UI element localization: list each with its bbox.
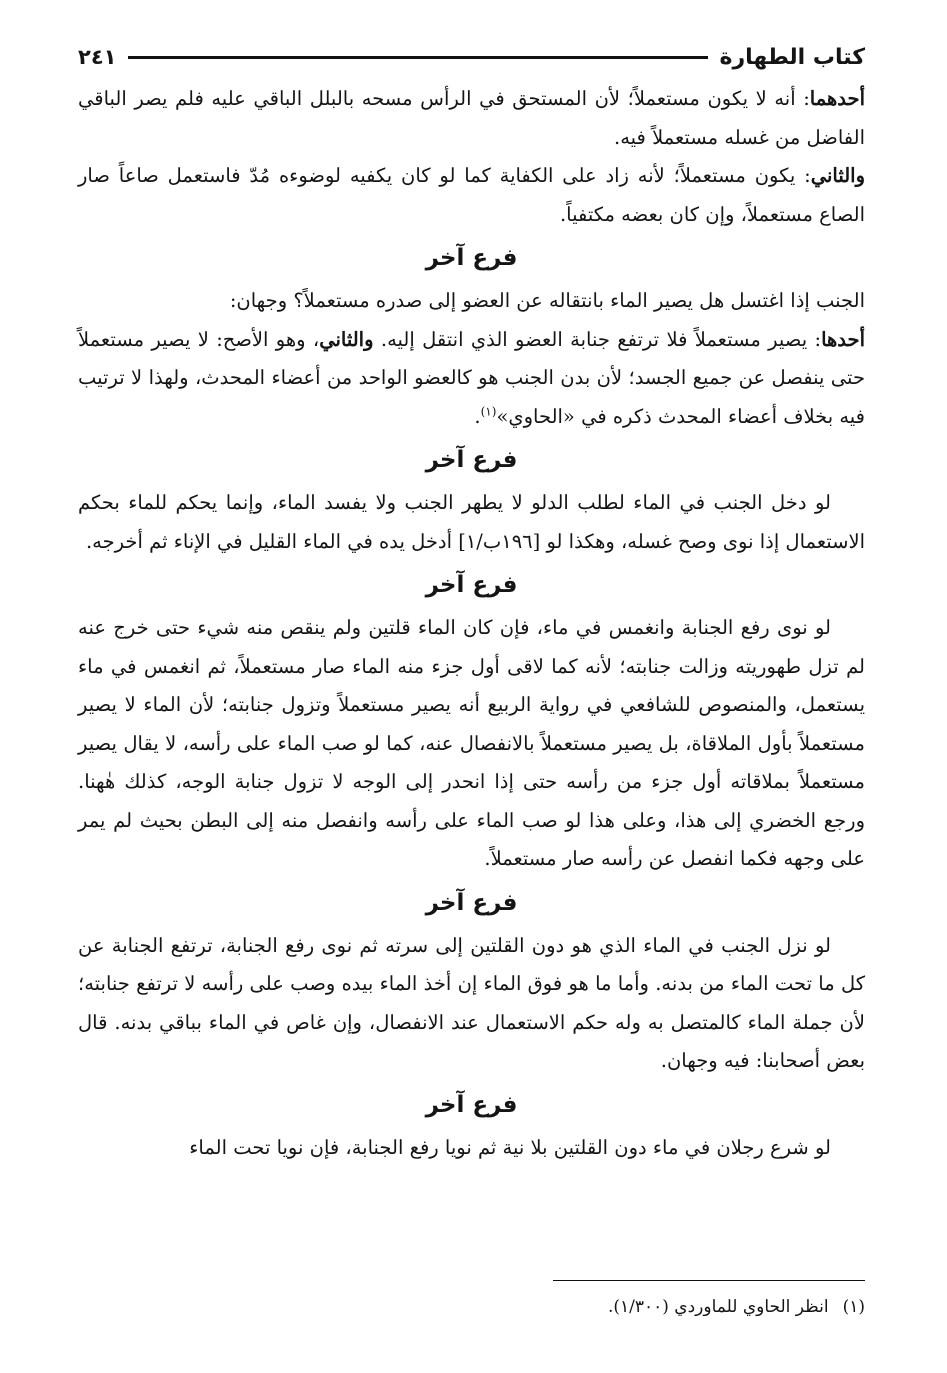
paragraph	[78, 484, 865, 561]
paragraph-text: الجنب إذا اغتسل هل يصير الماء بانتقاله عن العضو إلى صدره مستعملاً؟ وجهان:	[229, 289, 865, 312]
paragraph-lead: والثاني	[319, 327, 374, 351]
paragraph-lead: أحدها	[821, 327, 865, 351]
footnote	[78, 1294, 865, 1320]
paragraph-text: لو نزل الجنب في الماء الذي هو دون القلتين إلى سرته ثم نوى رفع الجنابة، ترتفع الجنابة عن كل ما تحت الماء من بدنه. وأما ما هو فوق الماء إن أخذ الماء بيده وصب على رأسه لا ترتفع جنابته؛ لأن جملة الماء كالمتصل به وله حكم الاستعمال عند الانفصال، وإن غاص في الماء بباقي بدنه. قال بعض أصحابنا: فيه وجهان.	[78, 933, 865, 1072]
paragraph-second-opinion	[78, 157, 865, 234]
paragraph-text: : يصير مستعملاً فلا ترتفع جنابة العضو الذي انتقل إليه.	[380, 327, 822, 351]
book-page	[78, 38, 865, 1167]
paragraph-text: لو دخل الجنب في الماء لطلب الدلو لا يطهر الجنب ولا يفسد الماء، وإنما يحكم للماء بحكم الاستعمال إذا نوى وصح غسله، وهكذا لو [١٩٦ب/١] أدخل يده في الماء القليل في الإناء ثم أخرجه.	[78, 491, 865, 553]
running-header	[78, 38, 865, 76]
section-heading: فرع آخر	[425, 1091, 518, 1118]
paragraph	[78, 609, 865, 879]
section-heading: فرع آخر	[425, 889, 518, 916]
paragraph-text: : يكون مستعملاً؛ لأنه زاد على الكفاية كما لو كان يكفيه لوضوءه مُدّ فاستعمل صاعاً صار الصاع مستعملاً، وإن كان بعضه مكتفياً.	[78, 164, 865, 226]
paragraph-lead: أحدهما	[809, 87, 865, 110]
paragraph-text: : أنه لا يكون مستعملاً؛ لأن المستحق في الرأس مسحه بالبلل الباقي عليه فلم يصر الباقي الفاضل من غسله مستعملاً فيه.	[78, 87, 865, 149]
paragraph-text: ، وهو الأصح: لا يصير مستعملاً حتى ينفصل عن جميع الجسد؛ لأن بدن الجنب هو كالعضو الواحد من أعضاء المحدث، ولهذا لا ترتيب فيه بخلاف أعضاء المحدث ذكره في «الحاوي»	[78, 327, 865, 428]
running-title: كتاب الطهارة	[719, 44, 865, 70]
paragraph-text: لو شرع رجلان في ماء دون القلتين بلا نية ثم نويا رفع الجنابة، فإن نويا تحت الماء	[189, 1135, 831, 1159]
footnote-text: انظر الحاوي للماوردي (١/٣٠٠).	[607, 1297, 829, 1317]
header-rule	[128, 56, 707, 59]
footnote-marker: (١)	[842, 1297, 865, 1317]
page-number: ٢٤١	[78, 45, 117, 69]
section-heading: فرع آخر	[425, 245, 518, 271]
paragraph	[78, 1129, 865, 1168]
section-heading: فرع آخر	[425, 572, 518, 598]
paragraph-first-opinion	[78, 80, 865, 157]
footnote-rule	[553, 1280, 865, 1281]
section-heading: فرع آخر	[425, 447, 518, 473]
paragraph-lead: والثاني	[810, 164, 865, 187]
paragraph	[78, 927, 865, 1081]
footnote-reference[interactable]: (١)	[480, 404, 497, 418]
paragraph	[78, 321, 865, 437]
paragraph	[78, 282, 865, 321]
paragraph-text: لو نوى رفع الجنابة وانغمس في ماء، فإن كان الماء قلتين ولم ينقص منه شيء حتى خرج عنه لم تزل طهوريته وزالت جنابته؛ لأنه كما لاقى أول جزء منه الماء صار مستعملاً، ثم انغمس في ماء يستعمل، والمنصوص للشافعي في رواية الربيع أنه يصير مستعملاً وتزول جنابته؛ لأن الماء لا يصير مستعملاً بأول الملاقاة، بل يصير مستعملاً بالانفصال عنه، كما لو صب الماء على رأسه، لا يقال يصير مستعملاً بملاقاته أول جزء من رأسه حتى إذا انحدر إلى الوجه لا تزول جنابة الوجه، كذلك هٰهنا. ورجع الخضري إلى هذا، وعلى هذا لو صب الماء على رأسه وانفصل منه إلى البطن بحيث لم يمر على وجهه فكما انفصل عن رأسه صار مستعملاً.	[78, 616, 865, 870]
paragraph-end: .	[474, 404, 481, 428]
body-text	[78, 80, 865, 1167]
